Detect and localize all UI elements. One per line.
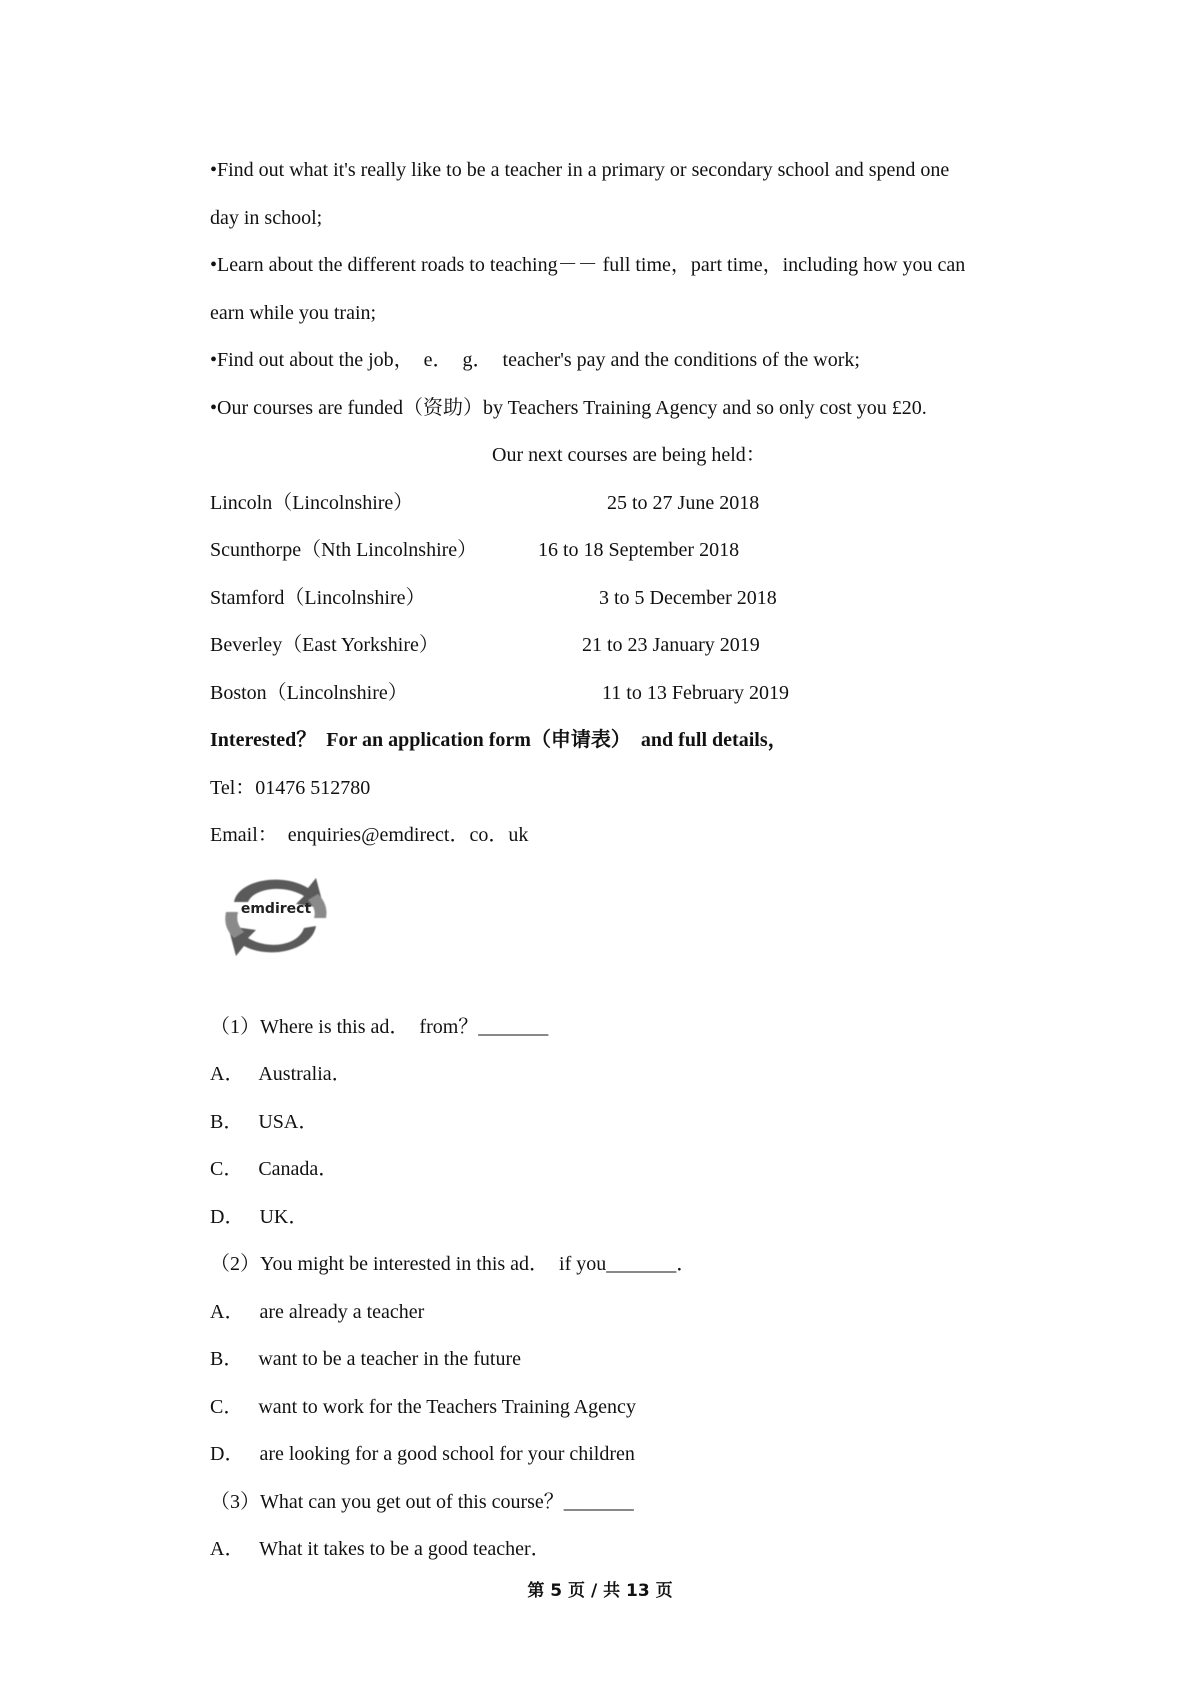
course-place: Beverley（East Yorkshire）	[210, 634, 439, 656]
question-1-stem: （1）Where is this ad． from？_______	[210, 1016, 549, 1038]
course-place: Lincoln（Lincolnshire）	[210, 492, 414, 514]
question-1-option-d: D． UK．	[210, 1206, 309, 1228]
question-1-option-b: B． USA．	[210, 1111, 319, 1133]
question-2-option-d: D． are looking for a good school for your children	[210, 1443, 635, 1465]
logo-text: emdirect	[240, 901, 312, 917]
question-3-option-a: A． What it takes to be a good teacher．	[210, 1538, 551, 1560]
ad-bullet-3: •Find out about the job， e． g． teacher's pay and the conditions of the work;	[210, 349, 860, 371]
question-1-option-a: A． Australia．	[210, 1063, 352, 1085]
course-place: Stamford（Lincolnshire）	[210, 587, 426, 609]
course-dates: 25 to 27 June 2018	[607, 492, 760, 514]
question-3-stem: （3）What can you get out of this course？_______	[210, 1491, 634, 1513]
contact-email: Email： enquiries@emdirect．co．uk	[210, 824, 529, 846]
ad-bullet-2-cont: earn while you train;	[210, 302, 377, 324]
courses-heading: Our next courses are being held：	[492, 444, 766, 466]
ad-bullet-2: •Learn about the different roads to teaching－－ full time，part time，including how you can	[210, 254, 966, 276]
contact-tel: Tel：01476 512780	[210, 777, 371, 799]
question-2-option-a: A． are already a teacher	[210, 1301, 425, 1323]
course-dates: 11 to 13 February 2019	[602, 682, 790, 704]
course-dates: 3 to 5 December 2018	[599, 587, 777, 609]
ad-bullet-1: •Find out what it's really like to be a teacher in a primary or secondary school and spend one	[210, 159, 950, 181]
question-2-stem: （2）You might be interested in this ad． if you_______．	[210, 1253, 697, 1275]
emdirect-logo	[212, 868, 340, 964]
ad-bullet-4: •Our courses are funded（资助）by Teachers Training Agency and so only cost you £20.	[210, 397, 927, 419]
course-place: Scunthorpe（Nth Lincolnshire）	[210, 539, 478, 561]
question-2-option-b: B． want to be a teacher in the future	[210, 1348, 521, 1370]
page-footer: 第 5 页 / 共 13 页	[527, 1581, 673, 1601]
course-dates: 16 to 18 September 2018	[538, 539, 740, 561]
question-2-option-c: C． want to work for the Teachers Training Agency	[210, 1396, 636, 1418]
question-1-option-c: C． Canada．	[210, 1158, 339, 1180]
interested-line: Interested？ For an application form（申请表） and full details，	[210, 729, 788, 751]
course-dates: 21 to 23 January 2019	[582, 634, 760, 656]
course-place: Boston（Lincolnshire）	[210, 682, 408, 704]
ad-bullet-1-cont: day in school;	[210, 207, 323, 229]
